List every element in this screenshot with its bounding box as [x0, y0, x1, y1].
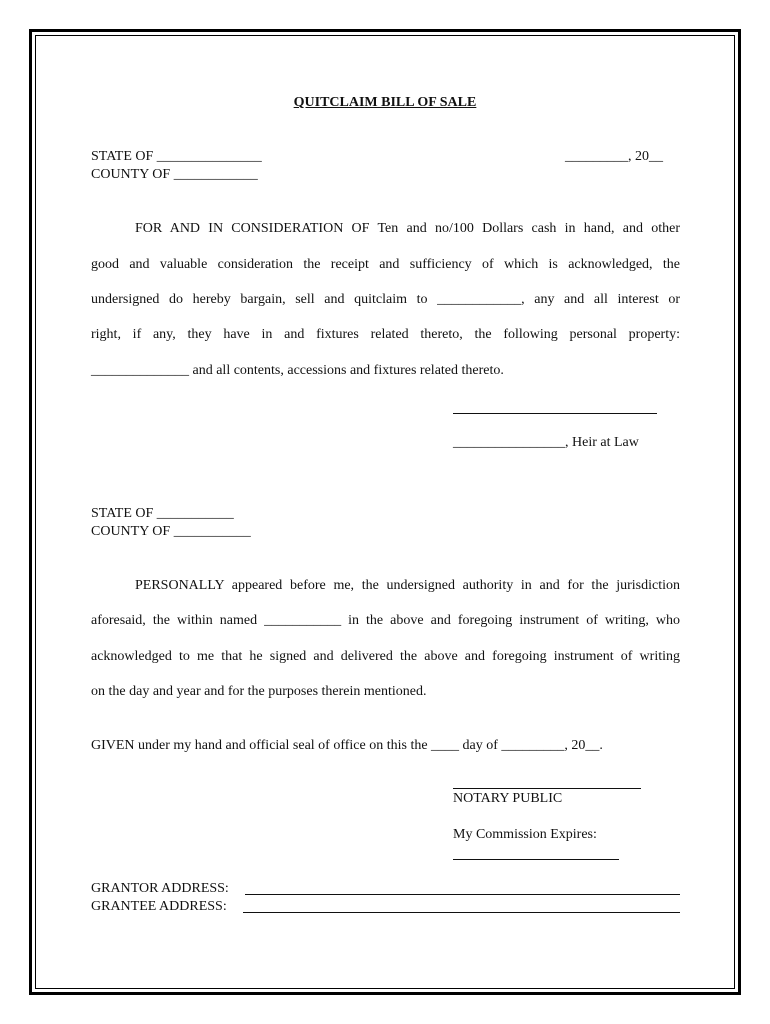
county-of-field: COUNTY OF ____________: [91, 167, 258, 182]
commission-expires-line: [453, 859, 619, 860]
document-title: QUITCLAIM BILL OF SALE: [293, 95, 477, 110]
acknowledgment-line-1: PERSONALLY appeared before me, the undersigned authority in and for the jurisdiction: [135, 578, 680, 593]
consideration-line-5: ______________ and all contents, accessions and fixtures related thereto.: [91, 363, 504, 378]
heir-at-law-field: ________________, Heir at Law: [453, 435, 639, 450]
commission-expires-label: My Commission Expires:: [453, 827, 597, 842]
grantor-address-label: GRANTOR ADDRESS:: [91, 881, 229, 896]
consideration-line-2: good and valuable consideration the receipt and sufficiency of which is acknowledged, the: [91, 257, 680, 272]
acknowledgment-line-4: on the day and year and for the purposes therein mentioned.: [91, 684, 427, 699]
acknowledgment-line-2: aforesaid, the within named ___________ in the above and foregoing instrument of writing, who: [91, 613, 680, 628]
consideration-line-4: right, if any, they have in and fixtures related thereto, the following personal property:: [91, 327, 680, 342]
grantee-address-line: [243, 912, 680, 913]
state-of-field: STATE OF _______________: [91, 149, 262, 164]
date-field: _________, 20__: [565, 149, 663, 164]
grantor-address-line: [245, 894, 680, 895]
consideration-line-3: undersigned do hereby bargain, sell and quitclaim to ____________, any and all interest or: [91, 292, 680, 307]
notary-public-label: NOTARY PUBLIC: [453, 791, 563, 806]
notary-state-of-field: STATE OF ___________: [91, 506, 234, 521]
grantee-address-label: GRANTEE ADDRESS:: [91, 899, 227, 914]
notary-county-of-field: COUNTY OF ___________: [91, 524, 251, 539]
notary-signature-line: [453, 788, 641, 789]
consideration-line-1: FOR AND IN CONSIDERATION OF Ten and no/100 Dollars cash in hand, and other: [135, 221, 680, 236]
given-under-seal-line: GIVEN under my hand and official seal of office on this the ____ day of _________, 20__.: [91, 738, 603, 753]
signature-line: [453, 413, 657, 414]
acknowledgment-line-3: acknowledged to me that he signed and delivered the above and foregoing instrument of writing: [91, 649, 680, 664]
